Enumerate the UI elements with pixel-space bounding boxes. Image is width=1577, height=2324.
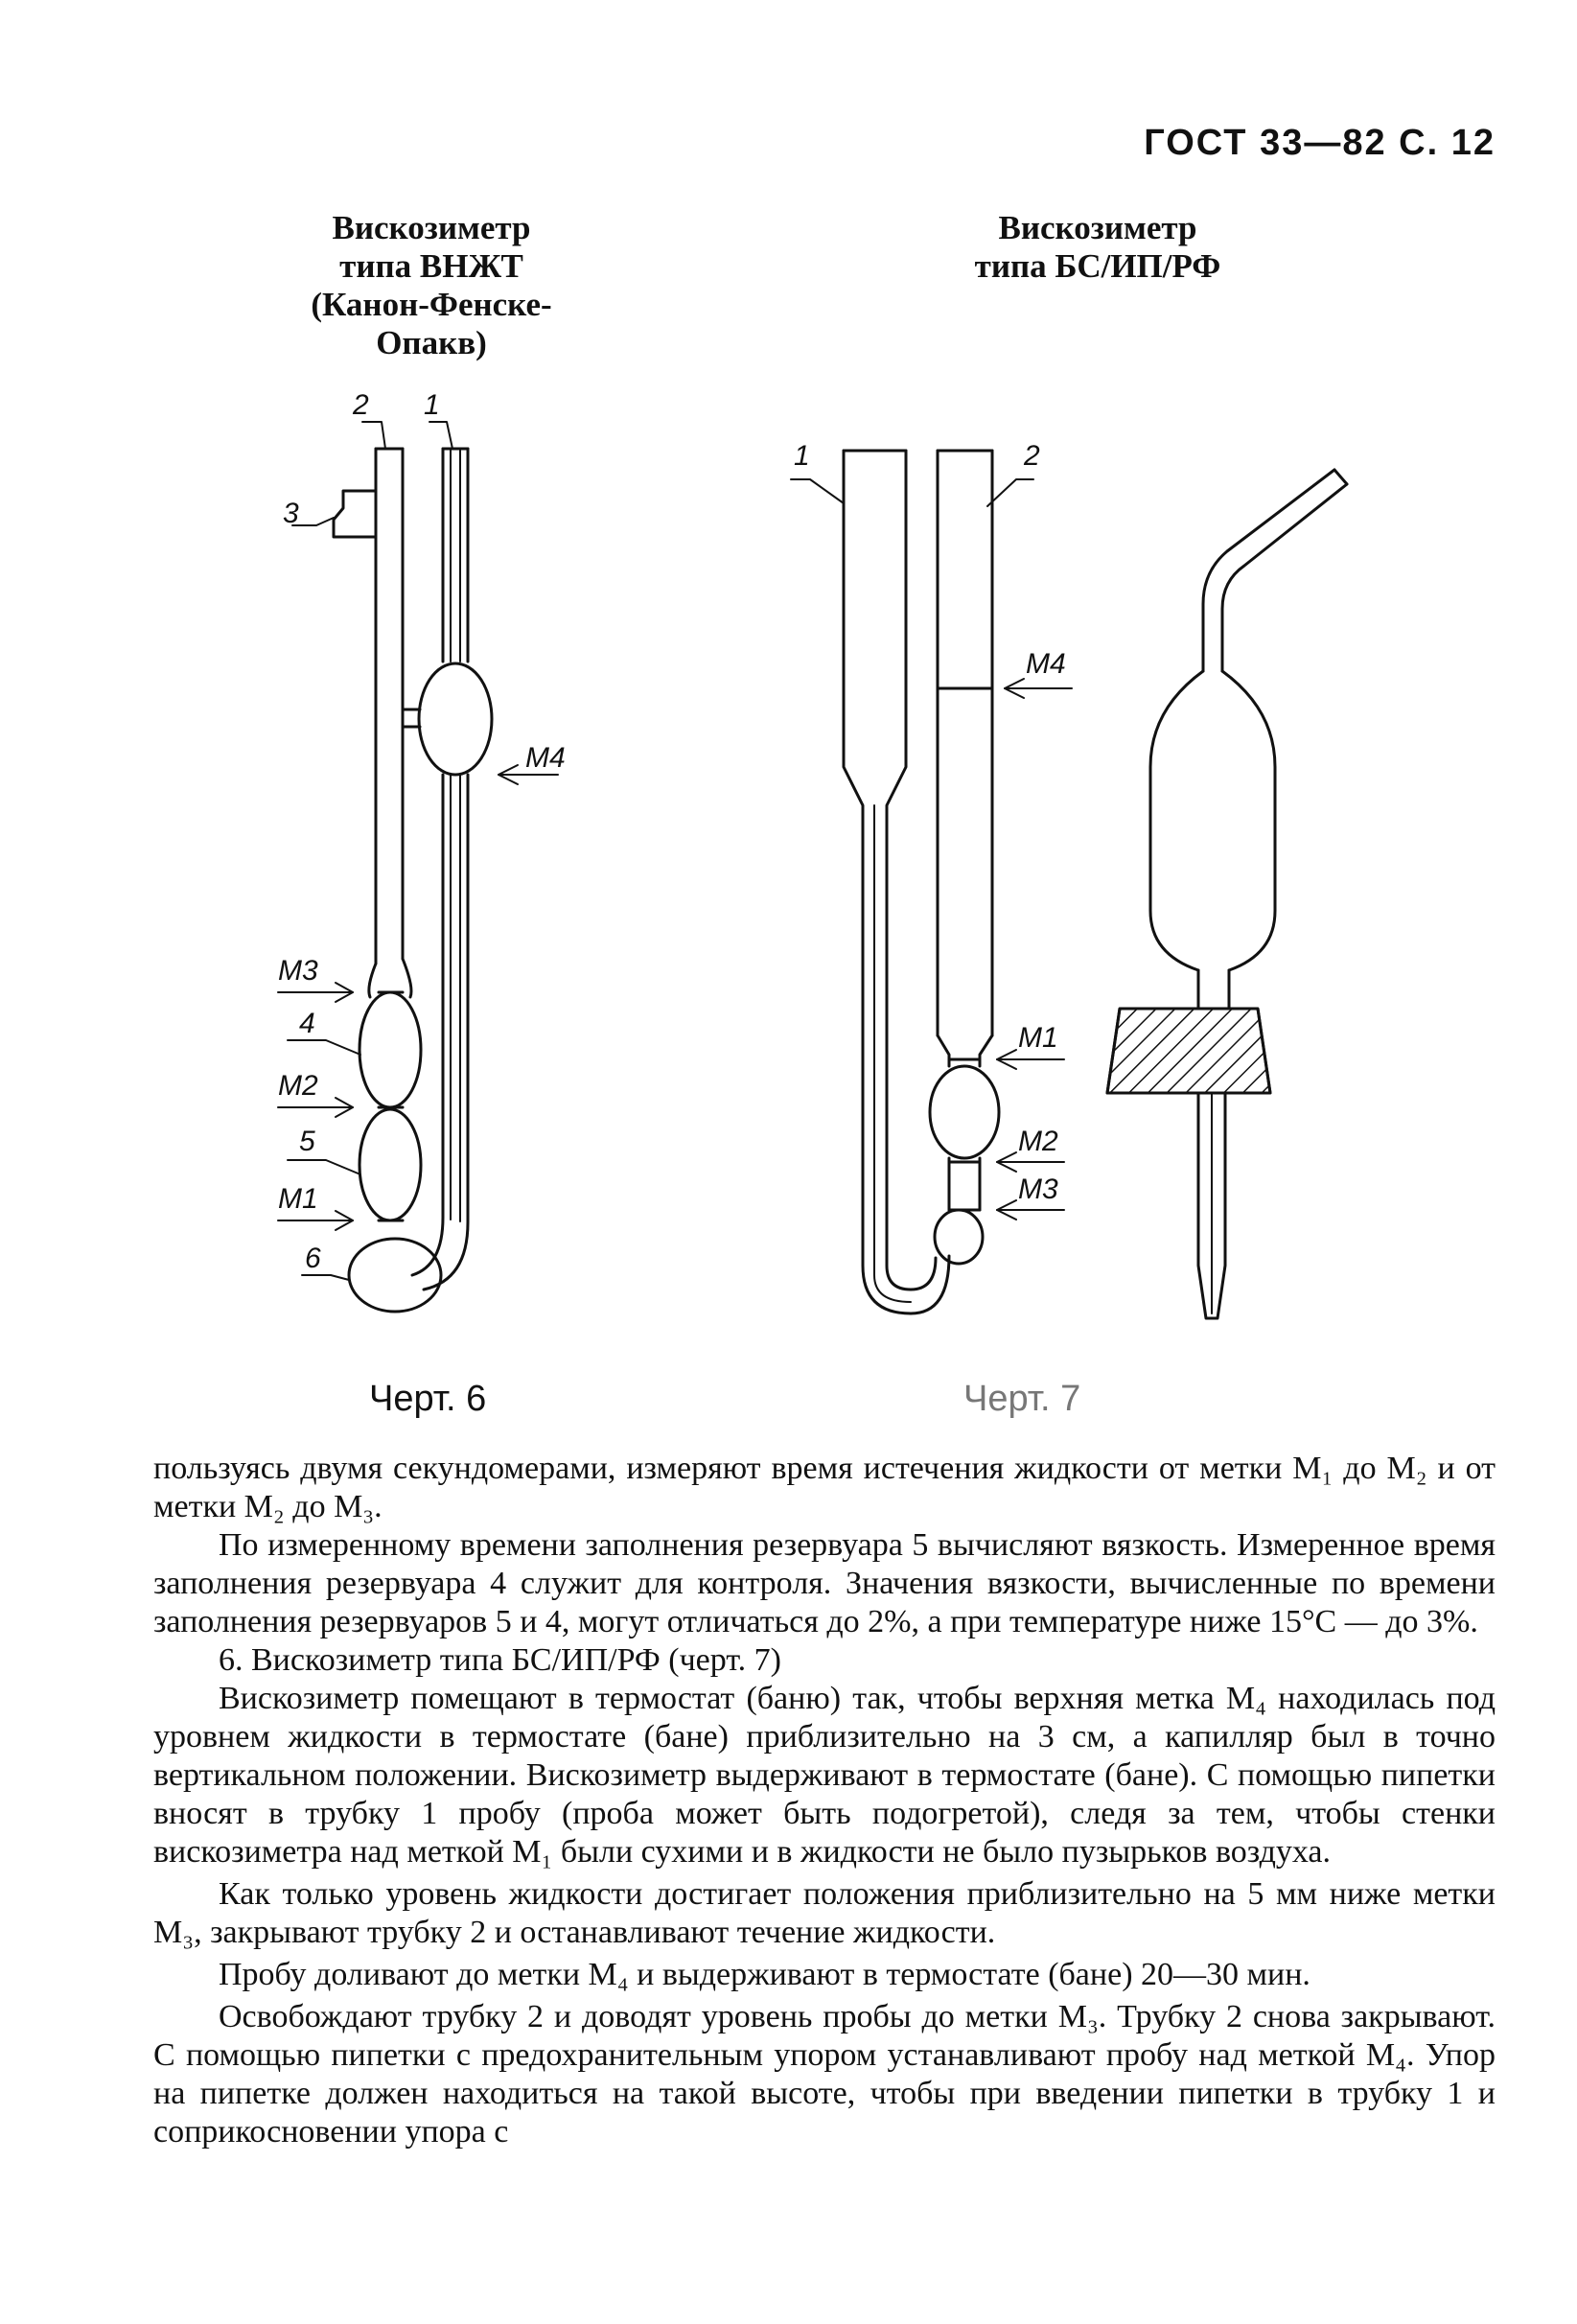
- label-bulb-6: 6: [305, 1243, 321, 1274]
- page-header: ГОСТ 33—82 С. 12: [1144, 123, 1496, 163]
- figure-7-title-line: типа БС/ИП/РФ: [974, 247, 1221, 285]
- figure-6-title-line: (Канон-Фенске-: [311, 286, 552, 323]
- label-mark-m2: M2: [1018, 1126, 1058, 1157]
- label-reservoir-4: 4: [299, 1008, 315, 1039]
- label-mark-m1: M1: [1018, 1022, 1058, 1054]
- figure-6-caption: Черт. 6: [369, 1379, 487, 1419]
- figure-7-caption: Черт. 7: [963, 1379, 1081, 1419]
- figure-6-title-line: Опакв): [376, 324, 487, 361]
- label-tube-2: 2: [1024, 440, 1040, 472]
- viscometer-vnzht-drawing: [278, 389, 566, 1312]
- label-side-arm-3: 3: [283, 498, 299, 529]
- paragraph: Как только уровень жидкости достигает положения приблизительно на 5 мм ниже метки M₃, закрывают трубку 2 и останавливают течение жидкости.: [153, 1876, 1496, 1950]
- paragraph: Вискозиметр помещают в термостат (баню) так, чтобы верхняя метка M₄ находилась под уровнем жидкости в термостате (бане) приблизительно на 3 см, а капилляр был в точно вертикальном положении. Вискозиметр выдерживают в термостате (бане). С помощью пипетки вносят в трубку 1 пробу (проба может быть подогретой), следя за тем, чтобы стенки вискозиметра над меткой M₁ были сухими и в жидкости не было пузырьков воздуха.: [153, 1681, 1496, 1870]
- figure-7-title-line: Вискозиметр: [998, 209, 1197, 246]
- paragraph: Пробу доливают до метки M₄ и выдерживают в термостате (бане) 20—30 мин.: [219, 1957, 1310, 1992]
- label-tube-1: 1: [424, 389, 440, 421]
- label-mark-m4: M4: [525, 742, 566, 774]
- label-mark-m4: M4: [1026, 648, 1066, 680]
- body-text: [153, 1450, 1496, 2151]
- label-reservoir-5: 5: [299, 1126, 315, 1157]
- viscometer-bs-ip-rf-drawing: [791, 440, 1072, 1313]
- label-tube-1: 1: [794, 440, 810, 472]
- figure-6-title-line: Вискозиметр: [332, 209, 531, 246]
- figure-6-title-line: типа ВНЖТ: [339, 247, 523, 285]
- paragraph: По измеренному времени заполнения резервуара 5 вычисляют вязкость. Измеренное время заполнения резервуара 4 служит для контроля. Значения вязкости, вычисленные по времени заполнения резервуаров 5 и 4, могут отличаться до 2%, а при температуре ниже 15°С — до 3%.: [153, 1527, 1496, 1639]
- paragraph: Освобождают трубку 2 и доводят уровень пробы до метки M₃. Трубку 2 снова закрывают. С помощью пипетки с предохранительным упором устанавливают пробу над меткой M₄. Упор на пипетке должен находиться на такой высоте, чтобы при введении пипетки в трубку 1 и соприкосновении упора с: [153, 1999, 1496, 2150]
- paragraph: пользуясь двумя секундомерами, измеряют время истечения жидкости от метки M₁ до M₂ и от метки M₂ до M₃.: [153, 1451, 1496, 1524]
- label-mark-m3: M3: [278, 955, 318, 987]
- label-mark-m1: M1: [278, 1183, 318, 1215]
- label-mark-m3: M3: [1018, 1174, 1058, 1205]
- section-heading: 6. Вискозиметр типа БС/ИП/РФ (черт. 7): [219, 1642, 781, 1678]
- label-tube-2: 2: [353, 389, 369, 421]
- label-mark-m2: M2: [278, 1070, 318, 1102]
- pipette-drawing: [1107, 470, 1347, 1318]
